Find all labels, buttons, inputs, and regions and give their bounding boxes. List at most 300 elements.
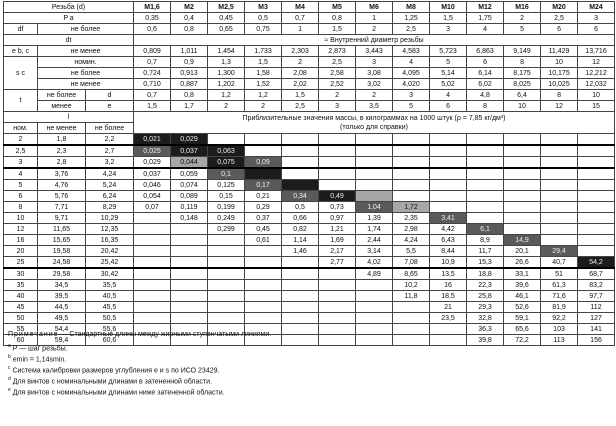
p-row [4, 13, 615, 24]
mass-cell [356, 324, 393, 335]
mass-cell: 51 [541, 268, 578, 280]
mass-cell [393, 324, 430, 335]
mass-cell [319, 302, 356, 313]
mass-cell: 127 [578, 313, 615, 324]
length-max: 2,7 [86, 145, 134, 157]
footnote-e-text: Для винтов с номинальными длинами ниже затененной области. [12, 389, 225, 397]
mass-cell [467, 202, 504, 213]
mass-cell [541, 145, 578, 157]
footnote-a-text: P — шаг резьбы. [12, 345, 68, 353]
mass-cell [245, 291, 282, 302]
param-value: 1,5 [319, 24, 356, 35]
mass-cell [208, 235, 245, 246]
mass-cell [319, 291, 356, 302]
table-row [4, 202, 615, 213]
length-min: 49,5 [38, 313, 86, 324]
l-nom-label: ном. [4, 123, 38, 134]
length-nominal: 50 [4, 313, 38, 324]
mass-cell: 112 [578, 302, 615, 313]
param-value: 6 [541, 24, 578, 35]
param-value: 4,583 [393, 46, 430, 57]
mass-cell [467, 157, 504, 169]
t-d-row [4, 90, 615, 101]
mass-cell [393, 134, 430, 146]
mass-cell [208, 291, 245, 302]
param-value: 8,025 [504, 79, 541, 90]
param-value: 8 [467, 101, 504, 112]
param-label: t [4, 90, 38, 112]
mass-cell: 20,1 [504, 246, 541, 257]
param-value: 3 [430, 24, 467, 35]
mass-cell [319, 268, 356, 280]
mass-title [134, 112, 615, 134]
table-row [4, 180, 615, 191]
l-min-label: не менее [38, 123, 86, 134]
length-max: 3,2 [86, 157, 134, 169]
table-body [4, 2, 615, 346]
length-nominal: 5 [4, 180, 38, 191]
param-value: 2,5 [541, 13, 578, 24]
param-value: 2,303 [282, 46, 319, 57]
mass-cell [578, 145, 615, 157]
mass-cell [282, 302, 319, 313]
mass-cell: 113 [541, 335, 578, 346]
mass-cell [245, 313, 282, 324]
mass-cell [430, 134, 467, 146]
dt-value: ≈ Внутренний диаметр резьбы [134, 35, 615, 46]
length-min: 19,58 [38, 246, 86, 257]
mass-cell [282, 180, 319, 191]
footnote-e: $^e$ Для винтов с номинальными длинами ниже затененной области. [8, 387, 225, 397]
param-value: 11,429 [541, 46, 578, 57]
mass-cell [208, 280, 245, 291]
param-value: 5,723 [430, 46, 467, 57]
mass-cell [578, 134, 615, 146]
param-qualifier: менее [38, 101, 86, 112]
mass-cell [245, 268, 282, 280]
table-row [4, 145, 615, 157]
param-label: e b, c [4, 46, 38, 57]
mass-cell [393, 180, 430, 191]
mass-cell: 0,037 [134, 168, 171, 180]
param-value: 10 [578, 90, 615, 101]
param-value: 3,02 [356, 79, 393, 90]
length-nominal: 10 [4, 213, 38, 224]
mass-cell: 0,45 [245, 224, 282, 235]
param-value: 4 [467, 24, 504, 35]
table-row [4, 313, 615, 324]
length-nominal: 2 [4, 134, 38, 146]
mass-cell: 3,14 [356, 246, 393, 257]
mass-cell: 1,46 [282, 246, 319, 257]
param-qualifier: d [86, 90, 134, 101]
mass-cell: 8,65 [393, 268, 430, 280]
table-row [4, 291, 615, 302]
mass-cell [134, 224, 171, 235]
length-nominal: 3 [4, 157, 38, 169]
mass-cell: 11,7 [467, 246, 504, 257]
length-min: 1,8 [38, 134, 86, 146]
mass-cell [319, 324, 356, 335]
param-value: 3,08 [356, 68, 393, 79]
mass-cell: 141 [578, 324, 615, 335]
length-min: 34,5 [38, 280, 86, 291]
length-nominal: 25 [4, 257, 38, 269]
length-min: 2,8 [38, 157, 86, 169]
mass-cell: 0,199 [208, 202, 245, 213]
mass-cell [356, 134, 393, 146]
note-main [8, 330, 271, 339]
param-value: 2,5 [282, 101, 319, 112]
mass-cell: 2,77 [319, 257, 356, 269]
param-value: 1,5 [245, 57, 282, 68]
column-header: M10 [430, 2, 467, 13]
param-value: 1,58 [245, 68, 282, 79]
mass-cell [430, 157, 467, 169]
mass-cell [393, 191, 430, 202]
length-nominal: 16 [4, 235, 38, 246]
mass-cell: 1,21 [319, 224, 356, 235]
mass-cell [134, 235, 171, 246]
mass-cell: 1,74 [356, 224, 393, 235]
param-value: 4,020 [393, 79, 430, 90]
param-value: 1,2 [245, 90, 282, 101]
param-value: 1,25 [393, 13, 430, 24]
param-value: 2 [208, 101, 245, 112]
mass-cell: 18,8 [467, 268, 504, 280]
length-min: 9,71 [38, 213, 86, 224]
table-row [4, 224, 615, 235]
param-qualifier: не более [38, 90, 86, 101]
mass-cell [245, 168, 282, 180]
mass-cell [319, 335, 356, 346]
footnote-c: $^c$ Система калибровки размеров углубления e и s по ИСО 23429. [8, 365, 220, 375]
mass-cell [282, 257, 319, 269]
mass-cell: 0,119 [171, 202, 208, 213]
length-max: 60,6 [86, 335, 134, 346]
footnote-b-text: emin = 1,14smin. [12, 356, 67, 364]
length-nominal: 60 [4, 335, 38, 346]
param-value: 1,5 [134, 101, 171, 112]
column-header: M2,5 [208, 2, 245, 13]
param-qualifier: не более [38, 24, 134, 35]
mass-cell [541, 235, 578, 246]
mass-cell [578, 213, 615, 224]
mass-cell [541, 180, 578, 191]
thread-label: Резьба (d) [4, 2, 134, 13]
mass-cell [541, 224, 578, 235]
param-value: 4 [393, 57, 430, 68]
param-value: 3 [356, 57, 393, 68]
mass-cell: 0,97 [319, 213, 356, 224]
length-min: 2,3 [38, 145, 86, 157]
mass-cell [578, 191, 615, 202]
mass-cell [504, 180, 541, 191]
mass-cell [356, 280, 393, 291]
mass-cell [430, 168, 467, 180]
mass-cell: 0,089 [171, 191, 208, 202]
mass-cell: 0,37 [245, 213, 282, 224]
param-value: 3,443 [356, 46, 393, 57]
length-max: 30,42 [86, 268, 134, 280]
param-value: 1,75 [467, 13, 504, 24]
mass-cell [430, 324, 467, 335]
mass-cell [282, 268, 319, 280]
param-value: 1,300 [208, 68, 245, 79]
param-value: 1,5 [430, 13, 467, 24]
length-min: 44,5 [38, 302, 86, 313]
dt-row [4, 35, 615, 46]
mass-cell: 32,8 [467, 313, 504, 324]
mass-cell [541, 213, 578, 224]
param-value: 1,733 [245, 46, 282, 57]
s-min-row [4, 79, 615, 90]
e-row [4, 46, 615, 57]
mass-cell [282, 168, 319, 180]
length-nominal: 55 [4, 324, 38, 335]
mass-cell [467, 191, 504, 202]
mass-cell: 0,1 [208, 168, 245, 180]
length-min: 4,76 [38, 180, 86, 191]
t-e-row [4, 101, 615, 112]
mass-cell: 0,34 [282, 191, 319, 202]
mass-cell: 7,08 [393, 257, 430, 269]
table-row [4, 280, 615, 291]
s-nom-row [4, 57, 615, 68]
table-row [4, 168, 615, 180]
mass-cell [430, 335, 467, 346]
footnote-b: $^b$ emin = 1,14smin. [8, 354, 67, 364]
mass-cell: 0,21 [245, 191, 282, 202]
mass-cell: 11,8 [393, 291, 430, 302]
mass-cell [504, 191, 541, 202]
mass-cell [430, 180, 467, 191]
param-value: 0,913 [171, 68, 208, 79]
mass-cell [541, 202, 578, 213]
column-header: M8 [393, 2, 430, 13]
mass-cell: 0,059 [171, 168, 208, 180]
mass-cell [171, 268, 208, 280]
column-header: M3 [245, 2, 282, 13]
param-value: 1,7 [171, 101, 208, 112]
length-max: 45,5 [86, 302, 134, 313]
param-value: 0,7 [134, 90, 171, 101]
param-value: 6,14 [467, 68, 504, 79]
mass-cell [171, 313, 208, 324]
mass-cell: 0,029 [171, 134, 208, 146]
mass-cell [319, 168, 356, 180]
mass-cell [282, 324, 319, 335]
column-header: M12 [467, 2, 504, 13]
length-max: 6,24 [86, 191, 134, 202]
s-max-row [4, 68, 615, 79]
length-nominal: 2,5 [4, 145, 38, 157]
mass-cell: 0,17 [245, 180, 282, 191]
mass-cell: 68,7 [578, 268, 615, 280]
mass-cell [134, 257, 171, 269]
mass-cell: 156 [578, 335, 615, 346]
mass-cell [504, 145, 541, 157]
mass-cell: 0,037 [171, 145, 208, 157]
mass-cell: 92,2 [541, 313, 578, 324]
mass-cell [504, 157, 541, 169]
mass-cell: 0,046 [134, 180, 171, 191]
mass-cell [430, 145, 467, 157]
param-qualifier: не менее [38, 79, 134, 90]
mass-cell [319, 134, 356, 146]
mass-cell: 2,44 [356, 235, 393, 246]
mass-cell: 0,148 [171, 213, 208, 224]
param-value: 5,14 [430, 68, 467, 79]
param-value: 12,032 [578, 79, 615, 90]
param-qualifier: не более [38, 68, 134, 79]
mass-cell: 0,029 [134, 157, 171, 169]
mass-cell [467, 168, 504, 180]
param-value: 2,02 [282, 79, 319, 90]
length-max: 25,42 [86, 257, 134, 269]
mass-cell: 0,074 [171, 180, 208, 191]
mass-cell: 0,125 [208, 180, 245, 191]
table-row [4, 302, 615, 313]
mass-cell: 2,35 [393, 213, 430, 224]
mass-cell: 15,3 [467, 257, 504, 269]
mass-cell: 40,7 [541, 257, 578, 269]
param-value: 4,8 [467, 90, 504, 101]
length-max: 8,29 [86, 202, 134, 213]
mass-cell: 0,299 [208, 224, 245, 235]
param-value: 2 [319, 90, 356, 101]
mass-cell [282, 313, 319, 324]
mass-cell [171, 246, 208, 257]
mass-cell: 65,6 [504, 324, 541, 335]
mass-cell [356, 313, 393, 324]
mass-cell [504, 168, 541, 180]
mass-cell [578, 246, 615, 257]
mass-cell: 0,054 [134, 191, 171, 202]
param-value: 15 [578, 101, 615, 112]
param-value: 1,202 [208, 79, 245, 90]
mass-cell: 4,02 [356, 257, 393, 269]
param-label: dt [4, 35, 134, 46]
table-row [4, 257, 615, 269]
param-value: 0,724 [134, 68, 171, 79]
mass-cell: 0,075 [208, 157, 245, 169]
param-value: 8 [541, 90, 578, 101]
param-value: 3 [578, 13, 615, 24]
header-row [4, 2, 615, 13]
mass-cell: 29,3 [467, 302, 504, 313]
mass-cell [467, 134, 504, 146]
mass-cell: 0,021 [134, 134, 171, 146]
length-max: 50,5 [86, 313, 134, 324]
param-value: 5 [430, 57, 467, 68]
mass-cell [282, 134, 319, 146]
mass-cell: 0,07 [134, 202, 171, 213]
length-min: 3,76 [38, 168, 86, 180]
dimensions-table [3, 1, 615, 346]
param-value: 0,5 [245, 13, 282, 24]
param-value: 0,7 [134, 57, 171, 68]
mass-cell: 1,14 [282, 235, 319, 246]
mass-cell: 0,49 [319, 191, 356, 202]
param-value: 0,4 [171, 13, 208, 24]
param-value: 6 [578, 24, 615, 35]
length-min: 29,58 [38, 268, 86, 280]
mass-cell: 72,2 [504, 335, 541, 346]
mass-cell [541, 157, 578, 169]
length-nominal: 45 [4, 302, 38, 313]
mass-cell: 52,6 [504, 302, 541, 313]
l-label: l [4, 112, 134, 123]
mass-cell [134, 302, 171, 313]
mass-cell [467, 213, 504, 224]
mass-cell [171, 235, 208, 246]
mass-cell [504, 134, 541, 146]
param-value: 1,011 [171, 46, 208, 57]
mass-cell [393, 168, 430, 180]
table-row [4, 191, 615, 202]
mass-cell: 5,5 [393, 246, 430, 257]
param-value: 3 [319, 101, 356, 112]
mass-cell: 0,66 [282, 213, 319, 224]
mass-cell [171, 280, 208, 291]
mass-cell: 4,24 [393, 235, 430, 246]
param-value: 0,887 [171, 79, 208, 90]
length-nominal: 6 [4, 191, 38, 202]
mass-cell: 4,89 [356, 268, 393, 280]
mass-cell [504, 224, 541, 235]
mass-cell: 8,44 [430, 246, 467, 257]
mass-cell [208, 268, 245, 280]
length-max: 12,35 [86, 224, 134, 235]
mass-cell: 1,72 [393, 202, 430, 213]
param-value: 2,5 [319, 57, 356, 68]
param-value: 2,52 [319, 79, 356, 90]
mass-cell [282, 157, 319, 169]
param-value: 4 [430, 90, 467, 101]
mass-cell: 0,29 [245, 202, 282, 213]
param-qualifier: не менее [38, 46, 134, 57]
length-min: 59,4 [38, 335, 86, 346]
param-value: 10 [541, 57, 578, 68]
table-row [4, 246, 615, 257]
param-value: 0,809 [134, 46, 171, 57]
mass-cell [134, 213, 171, 224]
param-value: 5 [393, 101, 430, 112]
param-value: 2,58 [319, 68, 356, 79]
param-value: 0,6 [134, 24, 171, 35]
mass-cell [282, 291, 319, 302]
mass-cell [245, 134, 282, 146]
length-max: 16,35 [86, 235, 134, 246]
length-min: 5,76 [38, 191, 86, 202]
param-value: 1,3 [208, 57, 245, 68]
length-min: 39,5 [38, 291, 86, 302]
mass-cell [504, 202, 541, 213]
mass-cell [541, 191, 578, 202]
mass-cell [319, 280, 356, 291]
param-value: 2,5 [393, 24, 430, 35]
mass-cell [134, 246, 171, 257]
param-value: 6,02 [467, 79, 504, 90]
mass-cell [282, 145, 319, 157]
mass-cell: 16 [430, 280, 467, 291]
mass-cell: 22,3 [467, 280, 504, 291]
length-min: 7,71 [38, 202, 86, 213]
param-value: 9,149 [504, 46, 541, 57]
param-value: 2 [282, 57, 319, 68]
mass-cell [393, 302, 430, 313]
